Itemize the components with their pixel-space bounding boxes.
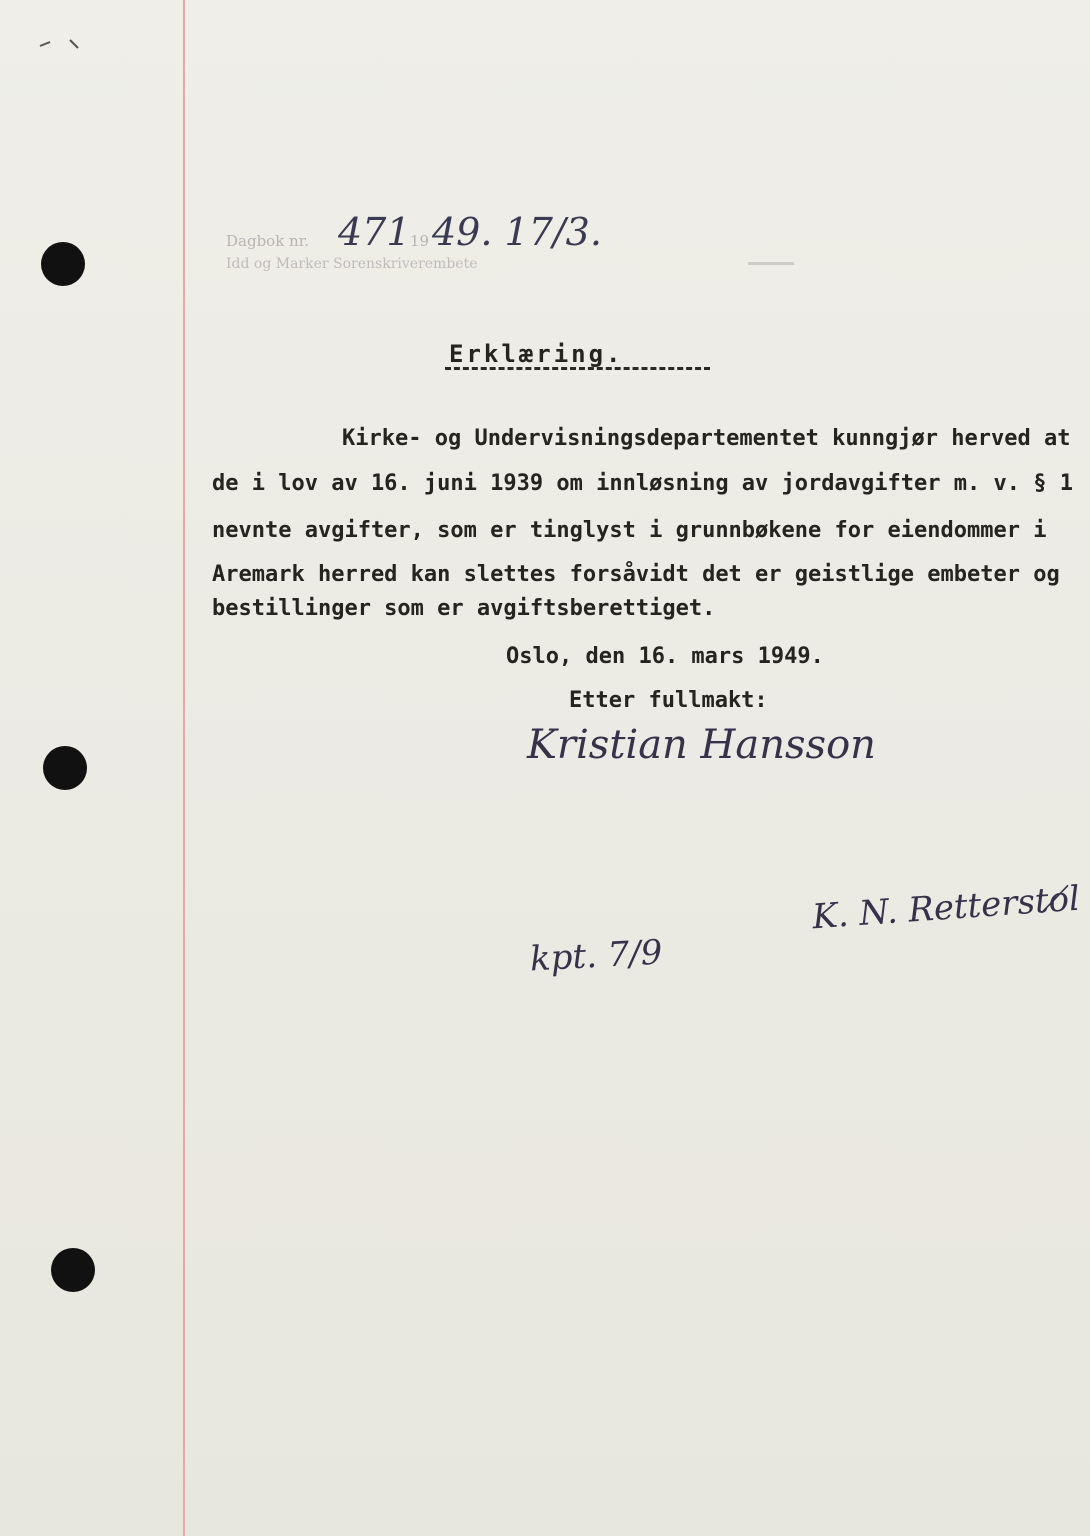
authority-line: Etter fullmakt: (569, 688, 768, 713)
registry-number: 471 (338, 210, 411, 254)
registry-stamp-prefix (226, 232, 309, 250)
punch-hole-top (41, 242, 85, 286)
title-underline (445, 367, 710, 370)
document-title: Erklæring. (449, 340, 624, 368)
paragraph-line-3: nevnte avgifter, som er tinglyst i grunnbøkene for eiendommer i (212, 518, 1047, 543)
paragraph-line-2: de i lov av 16. juni 1939 om innløsning av jordavgifter m. v. § 1 (212, 471, 1073, 496)
registry-office: Idd og Marker Sorenskriverembete (226, 256, 478, 272)
faint-mark (748, 262, 794, 265)
signature-kristian-hansson: Kristian Hansson (527, 722, 876, 768)
handwritten-note: kpt. 7/9 (529, 932, 664, 980)
paragraph-line-5: bestillinger som er avgiftsberettiget. (212, 596, 716, 621)
paragraph-line-1: Kirke- og Undervisningsdepartementet kunngjør herved at (342, 426, 1071, 451)
punch-hole-bottom (51, 1248, 95, 1292)
punch-hole-middle (43, 746, 87, 790)
registry-year-prefix: 19 (410, 232, 430, 250)
signature-rettersto-l: K. N. Rettersto̸l (810, 878, 1082, 938)
registry-stamp-label: Dagbok nr. (226, 232, 310, 250)
registry-year-handwritten: 49. 17/3. (432, 210, 602, 254)
paragraph-line-4: Aremark herred kan slettes forsåvidt det er geistlige embeter og (212, 562, 1060, 587)
place-date: Oslo, den 16. mars 1949. (506, 644, 824, 669)
margin-rule (183, 0, 185, 1536)
corner-tick-marks (38, 36, 88, 56)
